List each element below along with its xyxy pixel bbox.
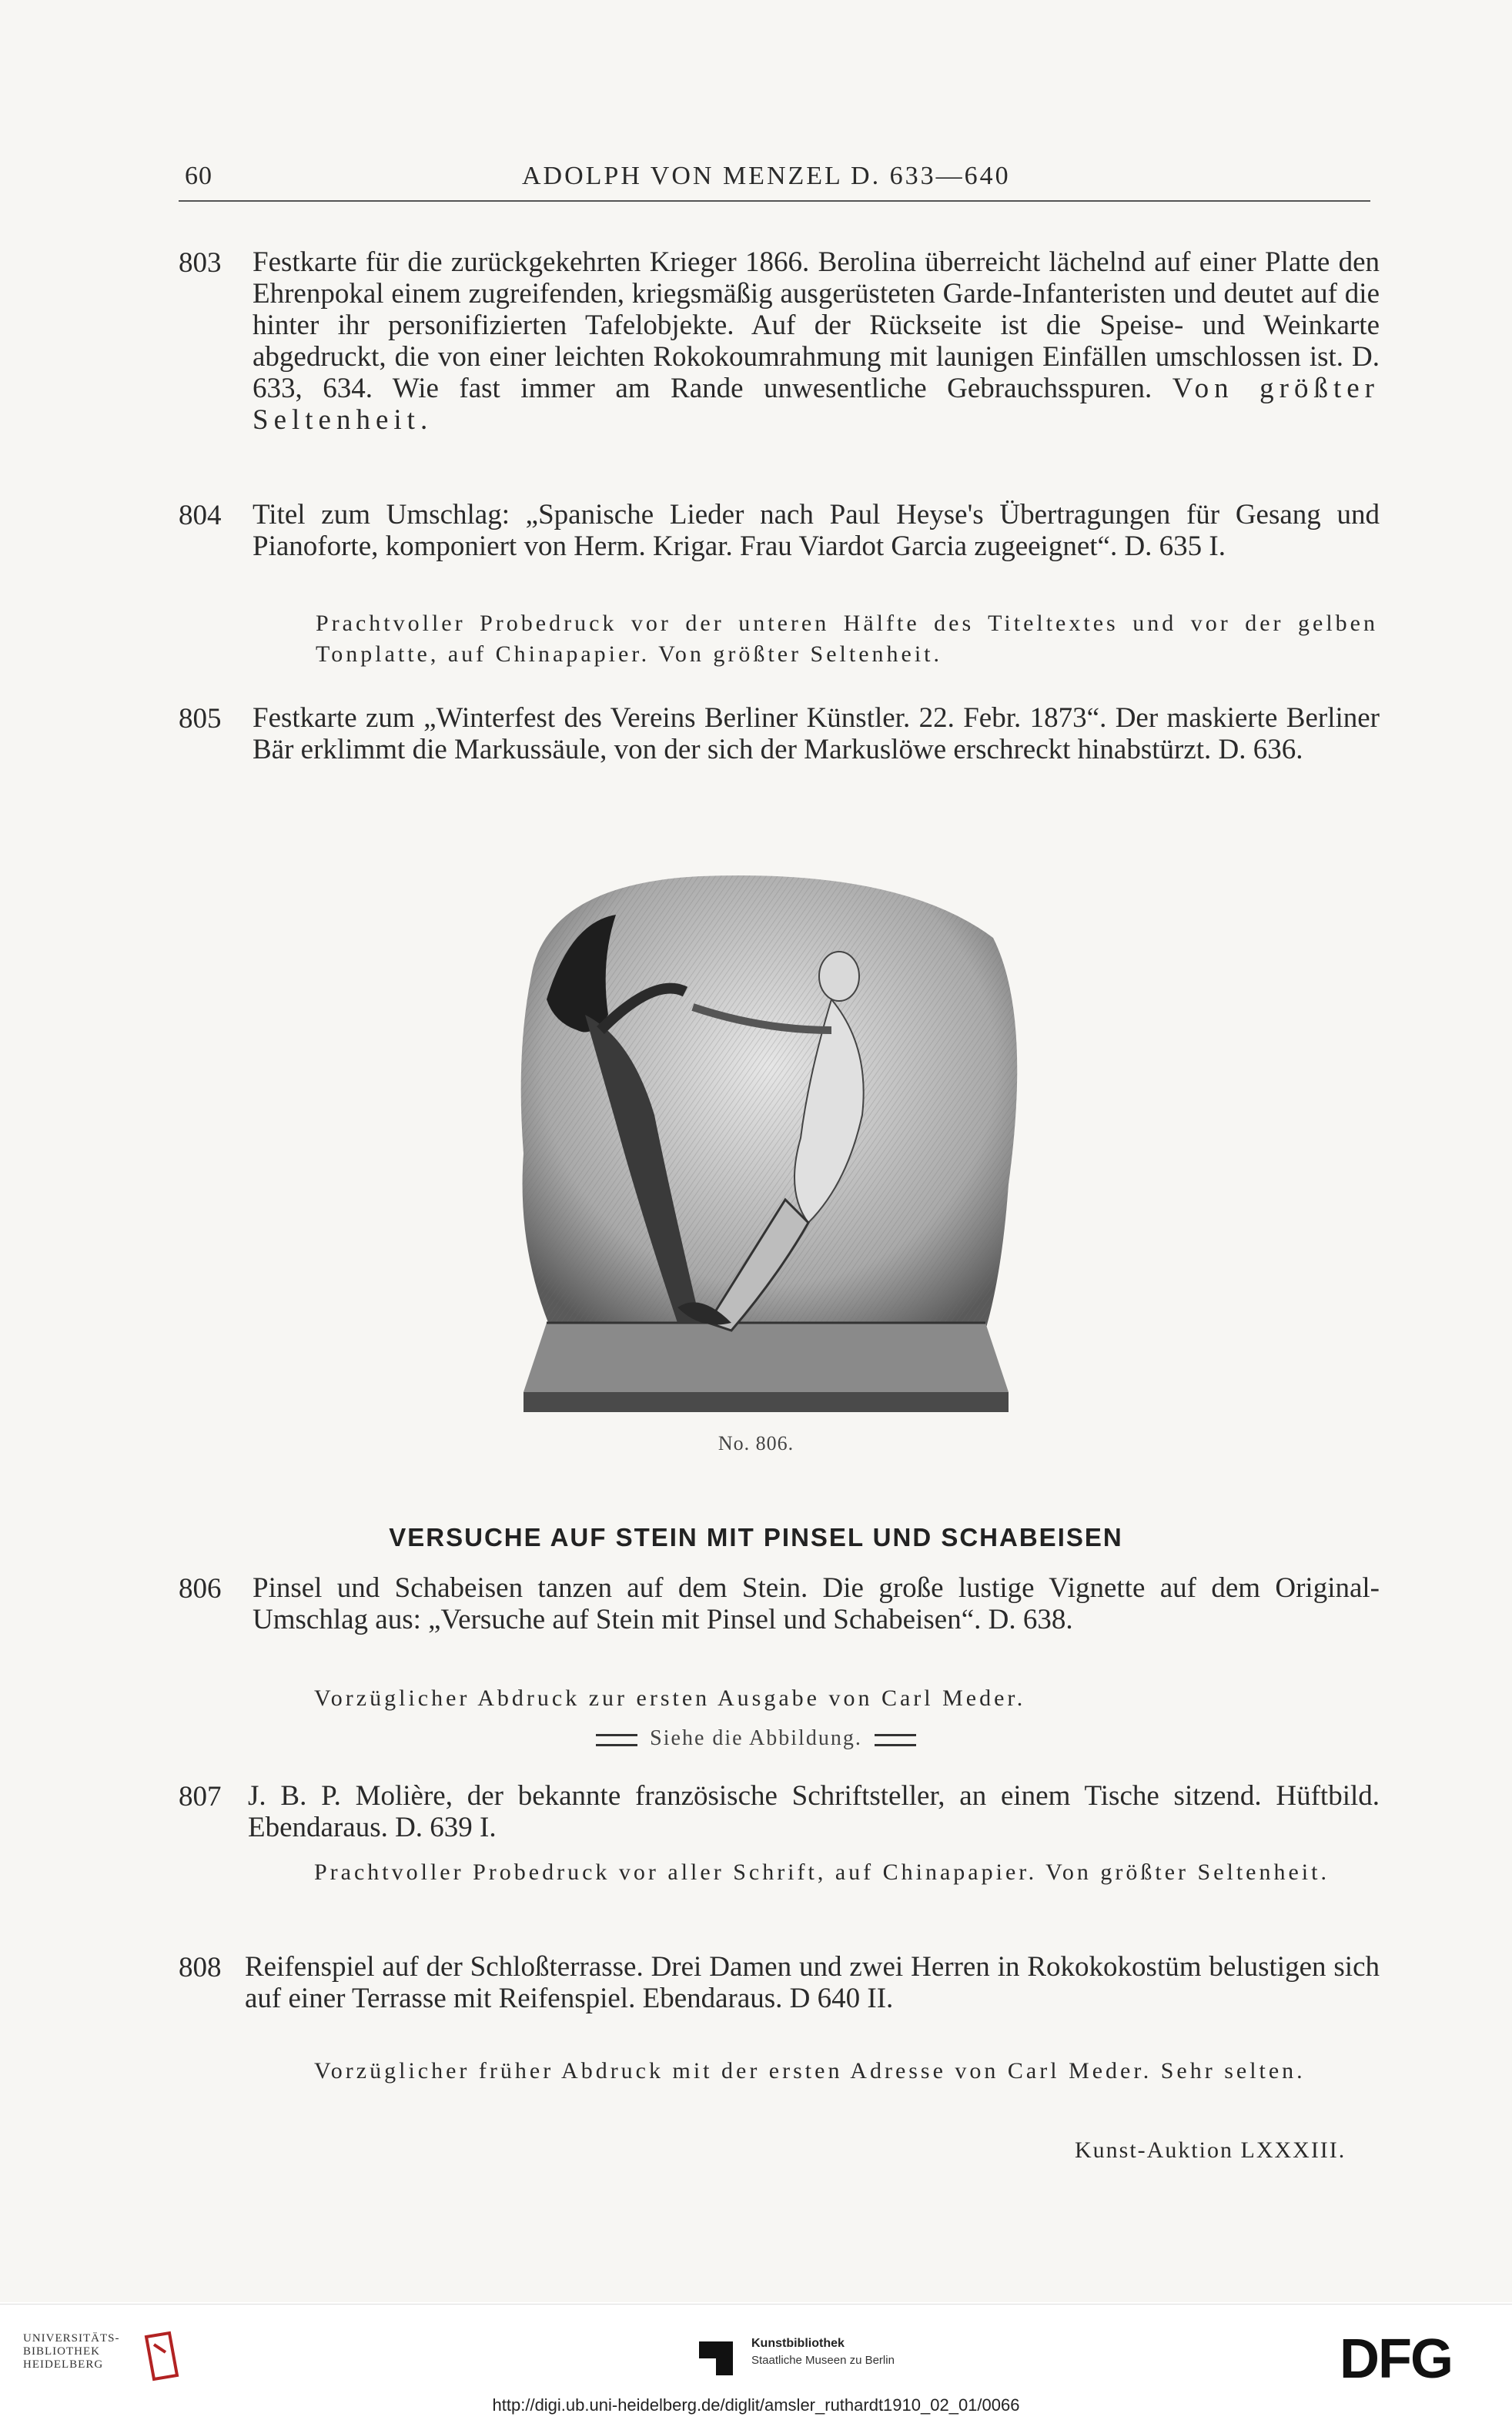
digitization-footer bbox=[0, 2304, 1512, 2420]
entry-description: J. B. P. Molière, der bekannte französische Schriftsteller, an einem Tische sitzend. Hüftbild. Ebendaraus. D. 639 I. bbox=[248, 1780, 1380, 1843]
entry-description: Festkarte zum „Winterfest des Vereins Berliner Künstler. 22. Febr. 1873“. Der maskierte Berliner Bär erklimmt die Markussäule, von der sich der Markuslöwe erschreckt hinabstürzt. D. 636. bbox=[253, 702, 1380, 765]
source-url[interactable]: http://digi.ub.uni-heidelberg.de/diglit/amsler_ruthardt1910_02_01/0066 bbox=[492, 2395, 1020, 2415]
see-illustration bbox=[0, 1726, 1512, 1751]
entry-number: 804 bbox=[179, 500, 222, 531]
heidelberg-library-logo bbox=[23, 2332, 120, 2371]
entry-description: Reifenspiel auf der Schloßterrasse. Drei Damen und zwei Herren in Rokokokostüm belustigen sich auf einer Terrasse mit Reifenspiel. Ebendaraus. D 640 II. bbox=[245, 1951, 1380, 2014]
heidelberg-emblem-icon bbox=[139, 2329, 185, 2383]
entry-rarity: Von größter Seltenheit. bbox=[253, 373, 1380, 436]
entry-note: Prachtvoller Probedruck vor aller Schrift, auf Chinapapier. Von größter Seltenheit. bbox=[314, 1859, 1330, 1885]
decorative-rule-right bbox=[875, 1734, 916, 1746]
section-heading: VERSUCHE AUF STEIN MIT PINSEL UND SCHABEISEN bbox=[389, 1523, 1123, 1551]
signature-line: Kunst-Auktion LXXXIII. bbox=[1075, 2137, 1346, 2163]
kunstbibliothek-name: Kunstbibliothek bbox=[751, 2337, 845, 2350]
dfg-logo: DFG bbox=[1340, 2328, 1452, 2390]
entry-number: 803 bbox=[179, 247, 222, 279]
page-header bbox=[179, 157, 1370, 202]
logo-line: BIBLIOTHEK bbox=[23, 2345, 100, 2358]
kunstbibliothek-subtitle: Staatliche Museen zu Berlin bbox=[751, 2354, 895, 2367]
page-number: 60 bbox=[185, 162, 212, 190]
entry-note: Vorzüglicher früher Abdruck mit der ersten Adresse von Carl Meder. Sehr selten. bbox=[314, 2058, 1306, 2084]
decorative-rule-left bbox=[596, 1734, 637, 1746]
kunstbibliothek-logo-icon bbox=[693, 2335, 739, 2382]
lithograph-illustration bbox=[500, 861, 1032, 1412]
entry-text bbox=[253, 246, 1380, 436]
entry-description: Titel zum Umschlag: „Spanische Lieder nach Paul Heyse's Übertragungen für Gesang und Pianoforte, komponiert von Herm. Krigar. Frau Viardot Garcia zugeeignet“. D. 635 I. bbox=[253, 499, 1380, 562]
running-title: ADOLPH VON MENZEL D. 633—640 bbox=[522, 162, 1011, 190]
figure-caption: No. 806. bbox=[718, 1432, 794, 1454]
entry-number: 808 bbox=[179, 1952, 222, 1983]
see-illustration-text: Siehe die Abbildung. bbox=[650, 1726, 862, 1750]
entry-number: 807 bbox=[179, 1781, 222, 1812]
entry-number: 805 bbox=[179, 703, 222, 735]
entry-number: 806 bbox=[179, 1573, 222, 1605]
entry-description: Pinsel und Schabeisen tanzen auf dem Stein. Die große lustige Vignette auf dem Original-Umschlag aus: „Versuche auf Stein mit Pinsel und Schabeisen“. D. 638. bbox=[253, 1572, 1380, 1635]
entry-description: Festkarte für die zurückgekehrten Krieger 1866. Berolina überreicht lächelnd auf einer Platte den Ehrenpokal einem zugreifenden, kriegsmäßig ausgerüsteten Garde-Infanteristen und deutet auf die hinter ihr personifizierten Tafelobjekte. Auf der Rückseite ist die Speise- und Weinkarte abgedruckt, die von einer leichten Rokokoumrahmung mit launigen Einfällen umschlossen ist. D. 633, 634. Wie fast immer am Rande unwesentliche Gebrauchsspuren. bbox=[253, 246, 1380, 404]
logo-line: UNIVERSITÄTS- bbox=[23, 2332, 120, 2345]
logo-line: HEIDELBERG bbox=[23, 2358, 104, 2371]
entry-note: Vorzüglicher Abdruck zur ersten Ausgabe von Carl Meder. bbox=[314, 1685, 1026, 1711]
entry-note: Prachtvoller Probedruck vor der unteren Hälfte des Titeltextes und vor der gelben Tonplatte, auf Chinapapier. Von größter Seltenheit. bbox=[316, 611, 1378, 667]
